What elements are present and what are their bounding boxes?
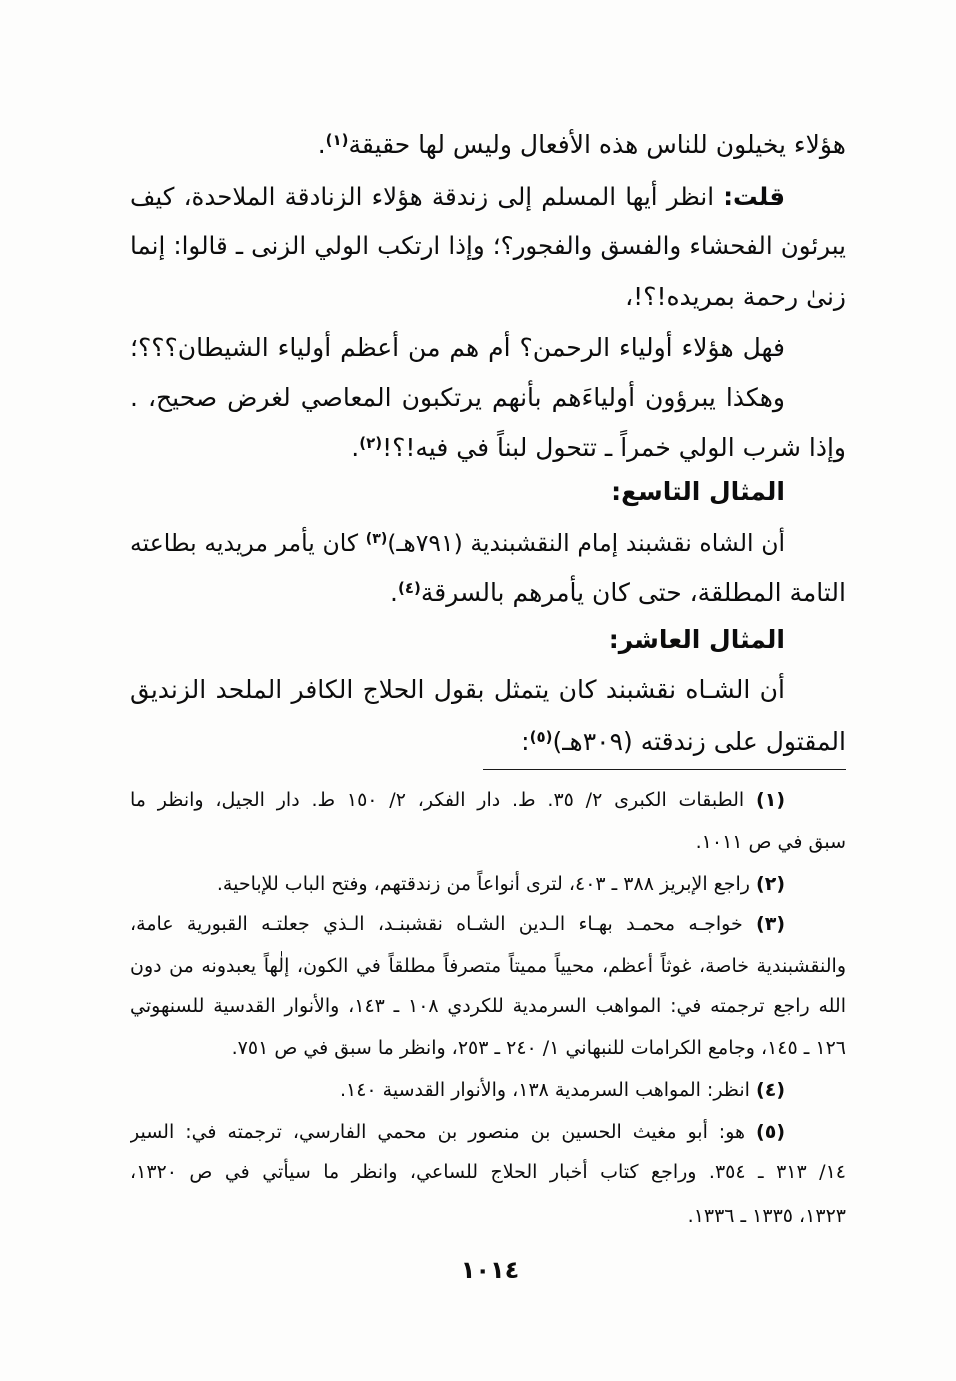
body-line [130, 573, 846, 613]
footnote-text: خواجـه محمـد بهـاء الـدين الشـاه نقشبنـد، الـذي جعلتـه القبورية عامة، [130, 913, 757, 935]
body-line [130, 125, 846, 165]
footnote-line [130, 908, 785, 940]
body-line [130, 722, 846, 762]
footnote-line [130, 1200, 846, 1232]
footnote-ref: (٣) [365, 531, 388, 548]
footnote-text: سبق في ص ١٠١١. [695, 831, 846, 853]
body-text-end: : [521, 727, 530, 756]
footnote-text: الله راجع ترجمته في: المواهب السرمدية للكردي ١٠٨ ـ ١٤٣، والأنوار القدسية للسنهوتي [130, 995, 846, 1017]
footnote-separator [483, 769, 846, 770]
footnote-marker: (٥) [756, 1121, 785, 1143]
body-text: المقتول على زندقته (٣٠٩هـ) [552, 727, 846, 756]
footnote-line [130, 826, 846, 858]
body-text: فهل هؤلاء أولياء الرحمن؟ أم هم من أعظم أولياء الشيطان؟؟؟؛ [130, 333, 785, 362]
footnote-text: ١٤/ ٣١٣ ـ ٣٥٤. وراجع كتاب أخبار الحلاج للساعي، وانظر ما سيأتي في ص ١٣٢٠، [130, 1161, 846, 1183]
body-text: أن الشاه نقشبند إمام النقشبندية (٧٩١هـ) [387, 529, 785, 557]
footnote-line [130, 784, 785, 816]
footnote-marker: (١) [756, 789, 785, 811]
body-line [130, 523, 785, 563]
footnote-line [130, 1074, 785, 1106]
footnote-line [130, 1156, 846, 1188]
body-text-end: كان يأمر مريديه بطاعته [130, 529, 366, 557]
footnote-line [130, 1032, 846, 1064]
body-text: التامة المطلقة، حتى كان يأمرهم بالسرقة [420, 578, 846, 607]
footnote-text: والنقشبندية خاصة، غوثاً أعظم، محيياً مميتاً متصرفاً مطلقاً في الكون، إلٰهاً يعبدونه من دون [130, 955, 846, 977]
footnote-ref: (٤) [398, 578, 421, 597]
footnote-marker: (٢) [756, 873, 785, 895]
body-text: وهكذا يبرؤون أولياءَهم بأنهم يرتكبون المعاصي لغرض صحيح، . [130, 383, 785, 412]
body-text: وإذا شرب الولي خمراً ـ تتحول لبناً في فيه!؟! [382, 433, 846, 462]
body-text: يبرئون الفحشاء والفسق والفجور؟؛ وإذا ارتكب الولي الزنى ـ قالوا: إنما [130, 231, 846, 260]
footnote-ref: (٥) [529, 727, 553, 746]
body-line [130, 277, 846, 317]
body-text-end: . [390, 578, 398, 607]
footnote-text: ١٢٦ ـ ١٤٥، وجامع الكرامات للنبهاني ١/ ٢٤٠ ـ ٢٥٣، وانظر ما سبق في ص ٧٥١. [231, 1037, 846, 1059]
section-heading-tenth-example [130, 620, 785, 660]
body-text: انظر أيها المسلم إلى زندقة هؤلاء الزنادقة الملاحدة، كيف [130, 182, 724, 211]
heading-text: المثال التاسع: [611, 477, 785, 506]
body-line [130, 378, 785, 418]
heading-text: المثال العاشر: [608, 625, 785, 654]
section-heading-ninth-example [130, 472, 785, 512]
footnote-line [130, 868, 785, 900]
footnote-marker: (٣) [756, 913, 785, 935]
body-text: هؤلاء يخيلون للناس هذه الأفعال وليس لها حقيقة [348, 130, 846, 159]
body-text-end: . [351, 433, 360, 462]
footnote-text: راجع الإبريز ٣٨٨ ـ ٤٠٣، لترى أنواعاً من زندقتهم، وفتح الباب للإباحية. [216, 873, 757, 895]
body-text-end: . [317, 130, 326, 159]
footnote-ref: (٢) [359, 433, 383, 452]
footnote-text: هو: أبو مغيث الحسين بن منصور بن محمي الفارسي، ترجمته في: السير [130, 1121, 757, 1143]
page-number: ١٠١٤ [460, 1256, 520, 1284]
footnote-text: الطبقات الكبرى ٢/ ٣٥. ط. دار الفكر، ٢/ ١٥٠ ط. دار الجيل، وانظر ما [130, 789, 757, 811]
footnote-line [130, 990, 846, 1022]
body-line [130, 177, 785, 217]
body-text: زنىٰ رحمة بمريده!؟!، [625, 282, 846, 311]
qultu-lead: قلت: [723, 182, 785, 211]
body-line [130, 428, 846, 468]
body-text: أن الشـاه نقشبند كان يتمثل بقول الحلاج الكافر الملحد الزنديق [130, 675, 785, 704]
footnote-marker: (٤) [756, 1079, 785, 1101]
footnote-ref: (١) [325, 130, 349, 149]
footnote-text: انظر: المواهب السرمدية ١٣٨، والأنوار القدسية ١٤٠. [339, 1079, 757, 1101]
footnote-text: ١٣٢٣، ١٣٣٥ ـ ١٣٣٦. [687, 1205, 846, 1227]
body-line [130, 226, 846, 266]
body-line [130, 328, 785, 368]
body-line [130, 670, 785, 710]
footnote-line [130, 1116, 785, 1148]
footnote-line [130, 950, 846, 982]
